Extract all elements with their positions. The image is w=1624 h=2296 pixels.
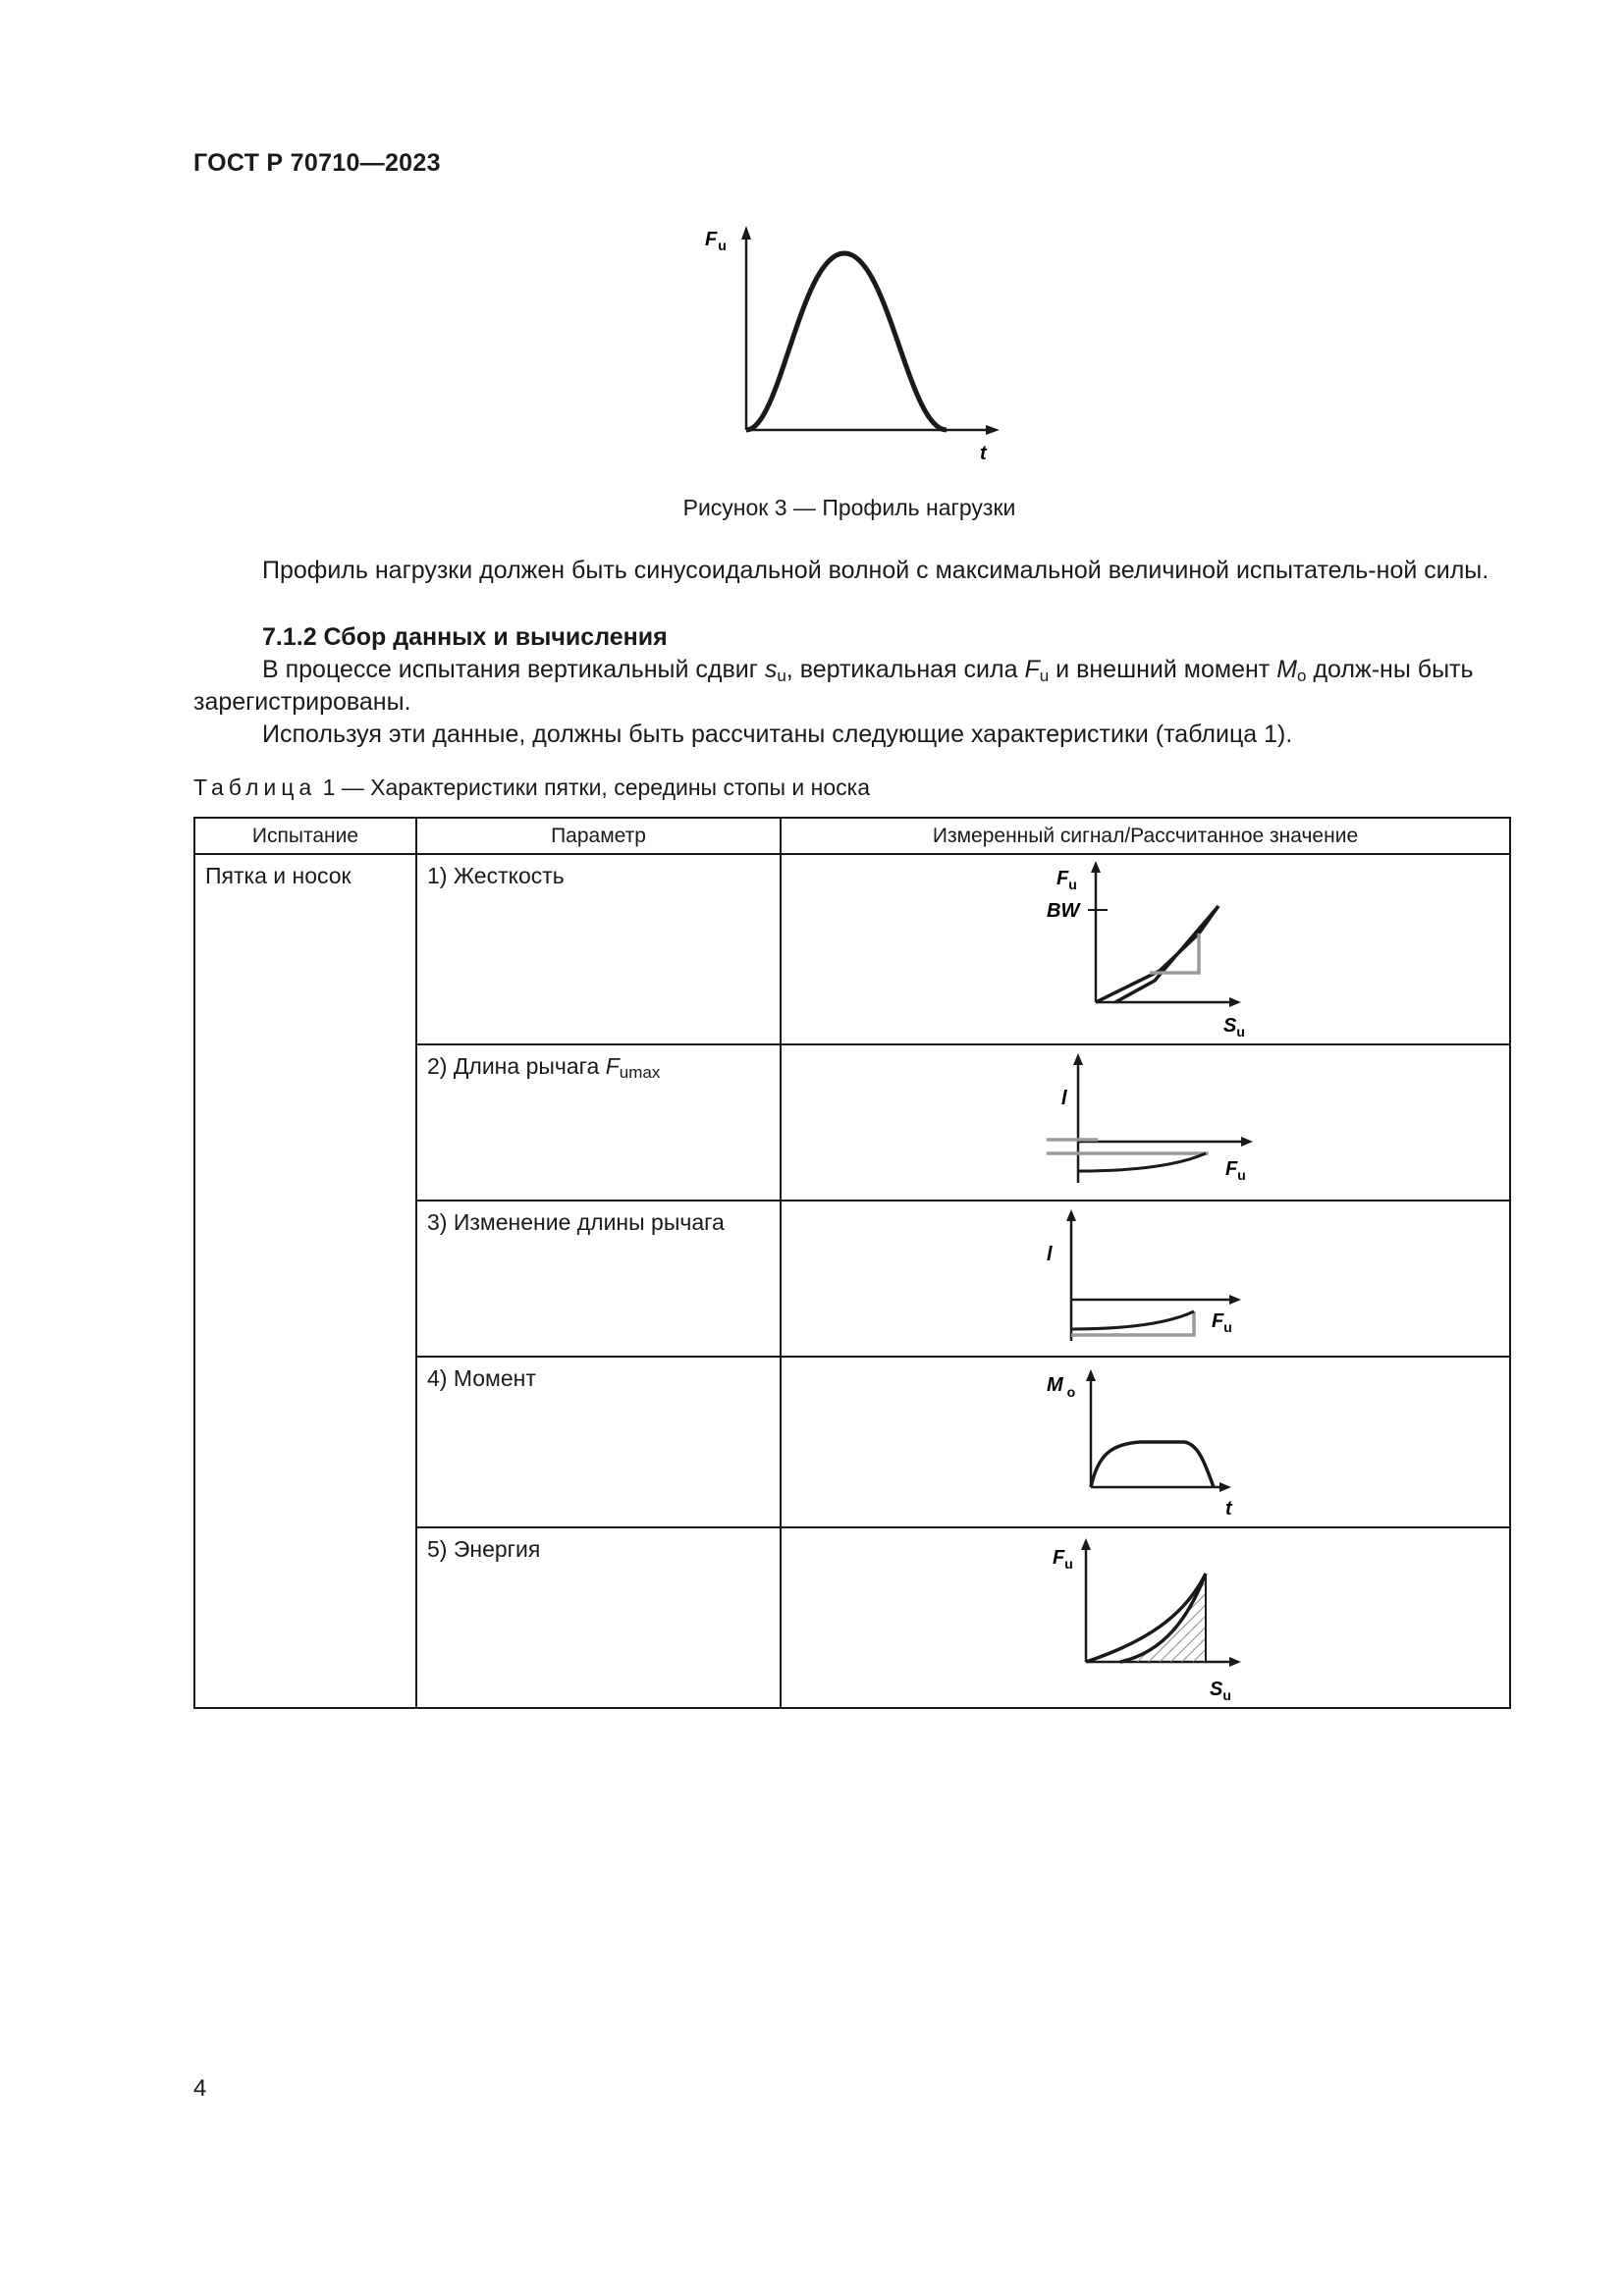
header-signal: Измеренный сигнал/Рассчитанное значение bbox=[781, 818, 1510, 854]
test-name-cell: Пятка и носок bbox=[194, 854, 416, 1708]
paragraph-data-collection: В процессе испытания вертикальный сдвиг $s_u$, вертикальная сила $F_u$ и внешний момент $M_o$ долж-ны быть зарегистрированы. bbox=[193, 656, 1474, 716]
paragraph-load-profile: Профиль нагрузки должен быть синусоидальной волной с максимальной величиной испытатель-ной силы. bbox=[262, 557, 1489, 584]
param-lever-length: 2) Длина рычага $F_{umax}$ bbox=[416, 1044, 781, 1201]
fig3-y-label: $F_u$ bbox=[705, 229, 727, 253]
param-moment: 4) Момент bbox=[416, 1357, 781, 1527]
table-header-row bbox=[194, 818, 1510, 854]
header-test: Испытание bbox=[194, 818, 416, 854]
plot-energy-cell bbox=[781, 1527, 1510, 1708]
section-heading: 7.1.2 Сбор данных и вычисления bbox=[262, 623, 668, 651]
document-header: ГОСТ Р 70710—2023 bbox=[193, 149, 441, 177]
moment-x-label: t bbox=[1225, 1498, 1232, 1520]
energy-y-label: $F_u$ bbox=[1053, 1547, 1073, 1572]
stiffness-plot bbox=[782, 855, 1511, 1045]
moment-plot bbox=[782, 1358, 1511, 1528]
paragraph-calculation: Используя эти данные, должны быть рассчитаны следующие характеристики (таблица 1). bbox=[262, 721, 1293, 748]
table-caption: Таблица 1 — Характеристики пятки, середины стопы и носка bbox=[193, 774, 871, 800]
param-lever-change: 3) Изменение длины рычага bbox=[416, 1201, 781, 1357]
lever-length-x-label: $F_u$ bbox=[1225, 1158, 1246, 1183]
stiffness-y-label: $F_u$ bbox=[1056, 868, 1077, 892]
figure-3-caption: Рисунок 3 — Профиль нагрузки bbox=[682, 495, 1016, 520]
fig3-x-label: t bbox=[980, 443, 987, 464]
plot-stiffness-cell bbox=[781, 854, 1510, 1044]
moment-y-label: M $_o$ bbox=[1047, 1374, 1076, 1400]
header-parameter: Параметр bbox=[416, 818, 781, 854]
lever-length-y-label: l bbox=[1061, 1088, 1067, 1109]
fig3-sine-curve bbox=[746, 253, 947, 430]
energy-plot bbox=[782, 1528, 1511, 1709]
page-number: 4 bbox=[193, 2075, 207, 2102]
param-stiffness: 1) Жесткость bbox=[416, 854, 781, 1044]
figure-3-load-profile bbox=[687, 216, 1021, 471]
energy-x-label: $S_u$ bbox=[1210, 1679, 1231, 1703]
plot-lever-change-cell bbox=[781, 1201, 1510, 1357]
plot-moment-cell bbox=[781, 1357, 1510, 1527]
param-energy: 5) Энергия bbox=[416, 1527, 781, 1708]
lever-change-y-label: l bbox=[1047, 1244, 1053, 1265]
lever-length-plot bbox=[782, 1045, 1511, 1201]
stiffness-x-label: $S_u$ bbox=[1223, 1015, 1245, 1040]
characteristics-table bbox=[193, 817, 1511, 1709]
lever-change-x-label: $F_u$ bbox=[1212, 1310, 1232, 1335]
lever-change-plot bbox=[782, 1201, 1511, 1358]
plot-lever-length-cell bbox=[781, 1044, 1510, 1201]
table-row bbox=[194, 854, 1510, 1044]
stiffness-bw-marker: BW bbox=[1047, 900, 1080, 922]
